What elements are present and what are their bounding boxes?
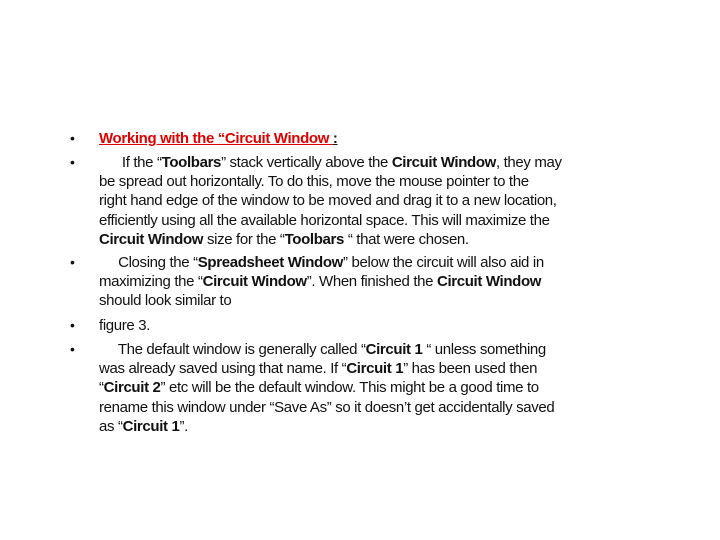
text-segment: If the “ (99, 154, 162, 171)
text-line (99, 272, 544, 291)
text-segment: ”. (179, 417, 188, 435)
text-line (99, 211, 562, 230)
bullet-marker: • (70, 130, 75, 146)
bold-term: Circuit 1 (365, 341, 427, 358)
paragraph (99, 316, 150, 335)
bold-term: Circuit Window (391, 154, 496, 171)
text-line (99, 398, 554, 417)
text-line (99, 316, 150, 335)
text-line (99, 153, 562, 172)
heading-text: Working with the “Circuit Window (99, 130, 333, 147)
bold-term: Circuit Window (436, 273, 542, 291)
text-segment: “ (99, 379, 104, 397)
text-line (99, 417, 554, 436)
bullet-marker: • (70, 317, 75, 333)
text-segment: figure 3. (99, 317, 151, 334)
text-segment: should look similar to (99, 292, 232, 310)
paragraph (99, 253, 544, 311)
text-segment: right hand edge of the window to be moved and drag it to a new location, (99, 192, 557, 210)
text-segment: be spread out horizontally. To do this, move the mouse pointer to the (99, 173, 529, 191)
text-line (99, 291, 544, 310)
paragraph (99, 340, 554, 436)
text-segment: , they may (495, 154, 562, 171)
text-line (99, 378, 554, 397)
bold-term: Toolbars (161, 154, 222, 171)
text-segment: ” has been used then (403, 360, 538, 378)
bold-term: Circuit Window (202, 273, 307, 291)
bullet-marker: • (70, 254, 75, 270)
text-segment: as “ (99, 417, 123, 435)
text-line (99, 230, 562, 249)
bullet-marker: • (70, 154, 75, 170)
text-segment: ” etc will be the default window. This might be a good time to (160, 379, 539, 397)
text-segment: ” below the circuit will also aid in (343, 254, 544, 271)
text-segment: Closing the “ (99, 254, 198, 271)
bold-term: Circuit 1 (122, 417, 180, 435)
text-segment: The default window is generally called “ (99, 341, 366, 358)
text-segment: “ unless something (426, 341, 546, 358)
paragraph (99, 153, 562, 249)
text-segment: maximizing the “ (99, 273, 203, 291)
text-line (99, 172, 562, 191)
text-segment: was already saved using that name. If “ (99, 360, 347, 378)
text-segment: “ that were chosen. (347, 230, 469, 248)
text-line (99, 340, 554, 359)
paragraph (99, 129, 338, 148)
text-segment: ”. When finished the (306, 273, 437, 291)
bullet-marker: • (70, 341, 75, 357)
bold-term: Circuit 1 (346, 360, 404, 378)
text-line (99, 129, 338, 148)
bold-term: Toolbars (284, 230, 348, 248)
text-segment: rename this window under “Save As” so it doesn’t get accidentally saved (99, 398, 555, 416)
text-segment: size for the “ (203, 230, 285, 248)
bold-term: Spreadsheet Window (197, 254, 344, 271)
heading-colon: : (332, 130, 338, 147)
bold-term: Circuit Window (99, 230, 204, 248)
text-segment: efficiently using all the available horizontal space. This will maximize the (99, 211, 550, 229)
text-line (99, 253, 544, 272)
text-line (99, 359, 554, 378)
text-line (99, 191, 562, 210)
bold-term: Circuit 2 (103, 379, 161, 397)
text-segment: ” stack vertically above the (221, 154, 392, 171)
